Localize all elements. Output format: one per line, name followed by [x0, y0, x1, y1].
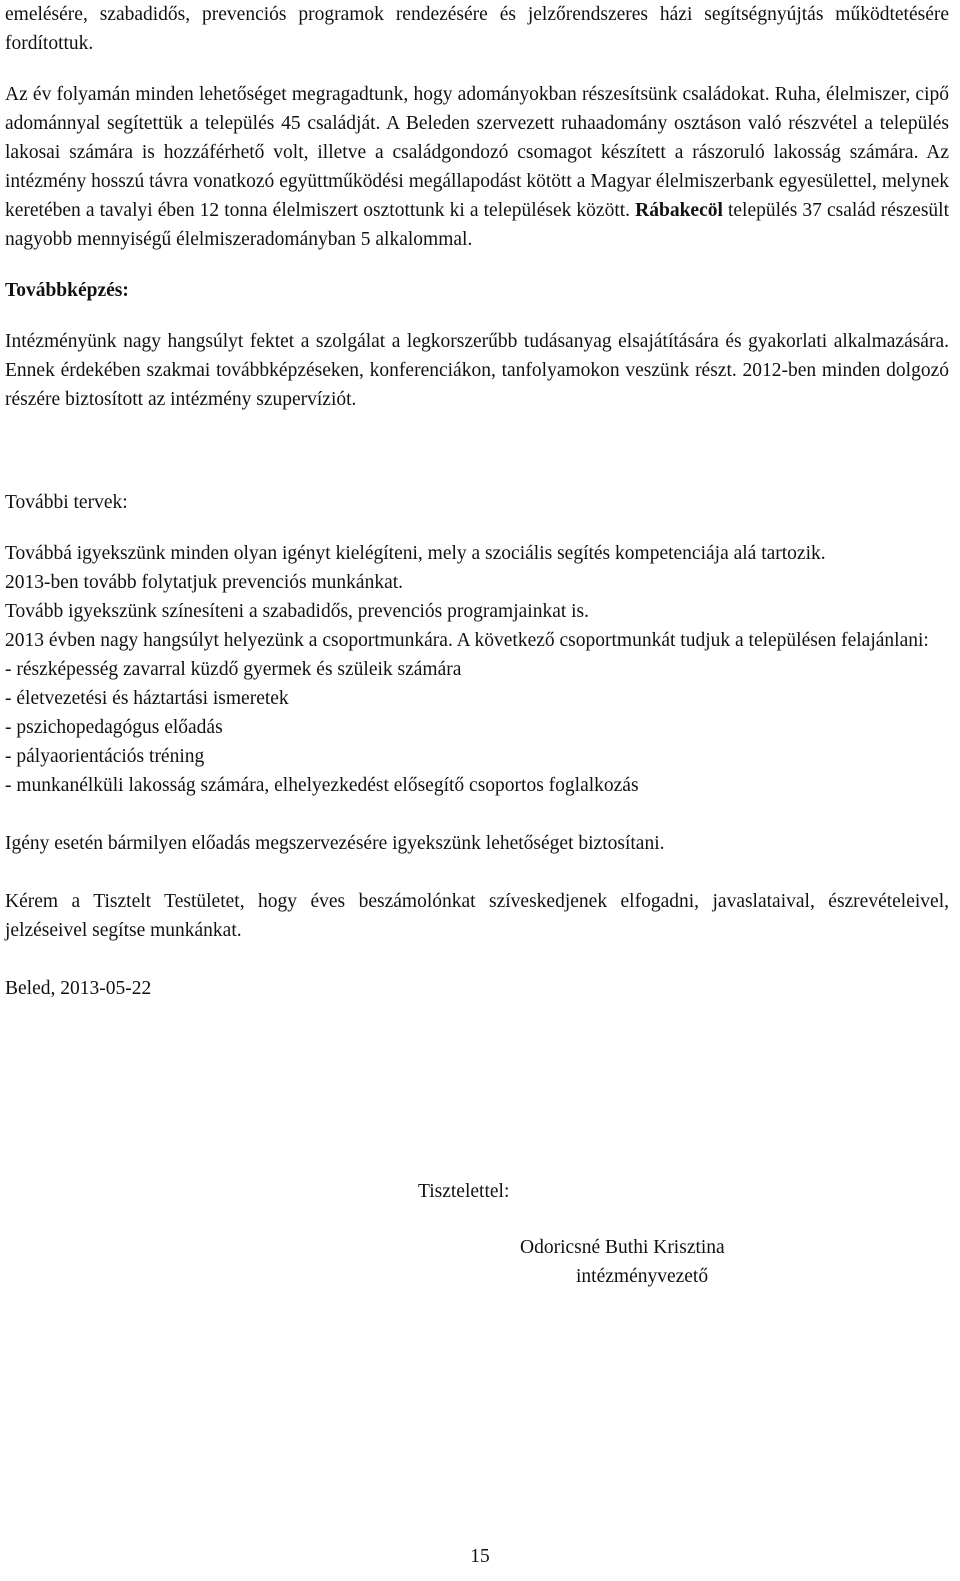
heading-plans: További tervek: — [5, 492, 128, 513]
paragraph-plans-4: 2013 évben nagy hangsúlyt helyezünk a csoportmunkára. A következő csoportmunkát tudjuk a településen felajánlani: — [5, 630, 929, 651]
paragraph-intro: emelésére, szabadidős, prevenciós programok rendezésére és jelzőrendszeres házi segítségnyújtás működtetésére fordítottuk. — [5, 4, 949, 54]
signature-block — [520, 1233, 800, 1291]
list-item: - életvezetési és háztartási ismeretek — [5, 688, 289, 709]
paragraph-plans-1: Továbbá igyekszünk minden olyan igényt kielégíteni, mely a szociális segítés kompetenciája alá tartozik. — [5, 543, 826, 564]
signatory-title: intézményvezető — [576, 1266, 709, 1287]
donations-bold-village: Rábakecöl — [635, 200, 723, 221]
paragraph-plans-3: Tovább igyekszünk színesíteni a szabadidős, prevenciós programjainkat is. — [5, 601, 590, 622]
donations-text-b: település 37 család részesült nagyobb mennyiségű élelmiszeradományban 5 alkalommal. — [5, 200, 949, 250]
heading-training: Továbbképzés: — [5, 280, 129, 301]
donations-text-a: Az év folyamán minden lehetőséget megragadtunk, hogy adományokban részesítsünk családokat. Ruha, élelmiszer, cipő adománnyal segítettük a település 45 családját. A Beleden szervezett ruhaadomány osztáson való részvétel a település lakosai számára is hozzáférhető volt, illetve a családgondozó csomagot készített a rászoruló lakosság számára. Az intézmény hosszú távra vonatkozó együttműködési megállapodást kötött a Magyar élelmiszerbank egyesülettel, melynek keretében a tavalyi ében 12 tonna élelmiszert osztottunk ki a települések között. — [5, 84, 949, 221]
salutation-text: Tisztelettel: — [418, 1181, 510, 1202]
paragraph-plans-2: 2013-ben tovább folytatjuk prevenciós munkánkat. — [5, 572, 404, 593]
group-work-list — [5, 655, 949, 800]
document-page — [5, 0, 949, 1003]
list-item: - munkanélküli lakosság számára, elhelyezkedést elősegítő csoportos foglalkozás — [5, 775, 639, 796]
paragraph-donations — [5, 80, 949, 254]
list-item: - pszichopedagógus előadás — [5, 717, 223, 738]
signatory-name: Odoricsné Buthi Krisztina — [520, 1237, 725, 1258]
place-date: Beled, 2013-05-22 — [5, 978, 152, 999]
page-number: 15 — [470, 1546, 490, 1567]
paragraph-request: Kérem a Tisztelt Testületet, hogy éves beszámolónkat szíveskedjenek elfogadni, javaslataival, észrevételeivel, jelzéseivel segítse munkánkat. — [5, 891, 949, 941]
salutation — [418, 1177, 718, 1206]
list-item: - pályaorientációs tréning — [5, 746, 205, 767]
paragraph-training: Intézményünk nagy hangsúlyt fektet a szolgálat a legkorszerűbb tudásanyag elsajátítására és gyakorlati alkalmazására. Ennek érdekében szakmai továbbképzéseken, konferenciákon, tanfolyamokon veszünk részt. 2012-ben minden dolgozó részére biztosított az intézmény szupervíziót. — [5, 331, 949, 410]
paragraph-offer: Igény esetén bármilyen előadás megszervezésére igyekszünk lehetőséget biztosítani. — [5, 833, 665, 854]
list-item: - részképesség zavarral küzdő gyermek és szüleik számára — [5, 659, 462, 680]
